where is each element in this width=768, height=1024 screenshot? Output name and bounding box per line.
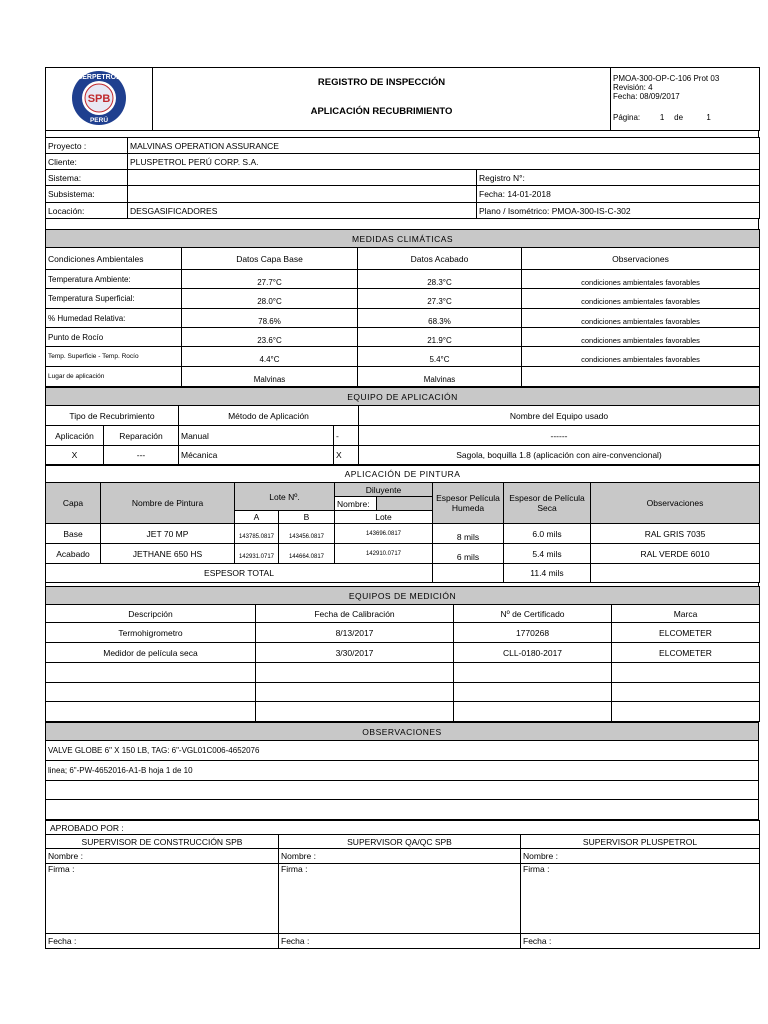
climate-obs: condiciones ambientales favorables (522, 289, 760, 309)
nombre-field-2: Nombre : (279, 849, 521, 864)
supervisor-qaqc: SUPERVISOR QA/QC SPB (279, 835, 521, 849)
climate-base: 23.6°C (182, 328, 358, 347)
paint-nombre: JET 70 MP (101, 524, 235, 544)
climate-row (46, 270, 760, 289)
serpetrol-logo-icon (59, 68, 139, 128)
climate-col-base: Datos Capa Base (182, 248, 358, 270)
paint-col-esp-seca: Espesor de Película Seca (504, 483, 591, 524)
climate-obs: condiciones ambientales favorables (522, 328, 760, 347)
observation-line-2: linea; 6"-PW-4652016-A1-B hoja 1 de 10 (46, 761, 759, 781)
paint-esp-seca: 6.0 mils (504, 524, 591, 544)
spacer (45, 219, 759, 229)
logo-bottom-text: PERÚ (89, 117, 109, 124)
paint-col-nombre: Nombre de Pintura (101, 483, 235, 524)
nombre-field-3: Nombre : (521, 849, 760, 864)
climate-obs (522, 367, 760, 387)
diluyente-nombre-value (377, 497, 433, 511)
espesor-total-value: 11.4 mils (504, 564, 591, 583)
climate-row (46, 328, 760, 347)
page-indicator (613, 113, 757, 122)
measure-table (45, 586, 760, 722)
paint-lote-b: 144664.0817 (279, 544, 335, 564)
header-table (45, 67, 760, 131)
plano-label: Plano / Isométrico: PMOA-300-IS-C-302 (477, 203, 760, 219)
measure-desc: Termohigrometro (46, 623, 256, 643)
measure-col-cert: Nº de Certificado (454, 605, 612, 623)
proyecto-label: Proyecto : (46, 138, 128, 154)
paint-obs: RAL GRIS 7035 (591, 524, 760, 544)
measure-cert: 1770268 (454, 623, 612, 643)
aplicacion-mark: X (46, 446, 104, 465)
inspection-form (45, 67, 759, 949)
measure-marca: ELCOMETER (612, 623, 760, 643)
climate-section-title: MEDIDAS CLIMÁTICAS (46, 230, 760, 248)
paint-esp-seca: 5.4 mils (504, 544, 591, 564)
project-table (45, 137, 760, 219)
locacion-label: Locación: (46, 203, 128, 219)
paint-table (45, 465, 760, 583)
paint-col-lote: Lote Nº. (235, 483, 335, 511)
climate-row (46, 367, 760, 387)
mecanica-equipo: Sagola, boquilla 1.8 (aplicación con aire-convencional) (359, 446, 760, 465)
paint-lote-a: 143785.0817 (235, 524, 279, 544)
paint-obs: RAL VERDE 6010 (591, 544, 760, 564)
paint-dil-lote: 142910.0717 (335, 544, 433, 564)
measure-row (46, 623, 760, 643)
observation-line-3 (46, 781, 759, 800)
climate-obs: condiciones ambientales favorables (522, 309, 760, 328)
climate-label: Temperatura Superficial: (46, 289, 182, 309)
climate-label: % Humedad Relativa: (46, 309, 182, 328)
measure-row (46, 643, 760, 663)
page-total: 1 (706, 113, 711, 122)
climate-row (46, 347, 760, 367)
paint-capa: Acabado (46, 544, 101, 564)
fecha-label: Fecha: 14-01-2018 (477, 186, 760, 203)
lote-a-header: A (235, 511, 279, 524)
equipment-section-title: EQUIPO DE APLICACIÓN (46, 388, 760, 406)
climate-table (45, 229, 760, 387)
page-label: Página: (613, 113, 641, 122)
metodo-header: Método de Aplicación (179, 406, 359, 426)
paint-esp-humeda: 8 mils (433, 524, 504, 544)
nombre-field-1: Nombre : (46, 849, 279, 864)
page-number: 1 (659, 113, 665, 122)
supervisor-construccion: SUPERVISOR DE CONSTRUCCIÓN SPB (46, 835, 279, 849)
climate-obs: condiciones ambientales favorables (522, 270, 760, 289)
paint-col-esp-humeda: Espesor Película Humeda (433, 483, 504, 524)
equipment-table (45, 387, 760, 465)
firma-field-1: Firma : (46, 864, 279, 934)
climate-col-acab: Datos Acabado (358, 248, 522, 270)
paint-esp-humeda: 6 mils (433, 544, 504, 564)
manual-label: Manual (179, 426, 334, 446)
manual-equipo: ------ (359, 426, 760, 446)
measure-row-empty (46, 683, 760, 702)
measure-row-empty (46, 702, 760, 722)
observation-line-4 (46, 800, 759, 820)
doc-info-cell (611, 68, 760, 131)
measure-col-desc: Descripción (46, 605, 256, 623)
paint-col-capa: Capa (46, 483, 101, 524)
approval-label: APROBADO POR : (46, 821, 760, 835)
measure-fecha: 3/30/2017 (256, 643, 454, 663)
fecha-field-3: Fecha : (521, 934, 760, 949)
paint-capa: Base (46, 524, 101, 544)
tipo-header: Tipo de Recubrimiento (46, 406, 179, 426)
measure-marca: ELCOMETER (612, 643, 760, 663)
climate-acab: 27.3°C (358, 289, 522, 309)
firma-field-2: Firma : (279, 864, 521, 934)
sistema-value (128, 170, 477, 186)
sistema-label: Sistema: (46, 170, 128, 186)
nombre-equipo-header: Nombre del Equipo usado (359, 406, 760, 426)
paint-col-diluyente: Diluyente (335, 483, 433, 497)
climate-base: Malvinas (182, 367, 358, 387)
climate-obs: condiciones ambientales favorables (522, 347, 760, 367)
climate-base: 27.7°C (182, 270, 358, 289)
measure-fecha: 8/13/2017 (256, 623, 454, 643)
reparacion-mark: --- (104, 446, 179, 465)
observations-section-title: OBSERVACIONES (46, 723, 759, 741)
locacion-value: DESGASIFICADORES (128, 203, 477, 219)
climate-label: Temp. Superficie - Temp. Rocío (46, 347, 182, 367)
climate-label: Temperatura Ambiente: (46, 270, 182, 289)
climate-acab: 21.9°C (358, 328, 522, 347)
observations-table (45, 722, 759, 820)
logo-top-text: SERPETROL (77, 74, 121, 81)
measure-row-empty (46, 663, 760, 683)
climate-base: 4.4°C (182, 347, 358, 367)
form-subtitle: APLICACIÓN RECUBRIMIENTO (310, 106, 453, 117)
fecha-field-2: Fecha : (279, 934, 521, 949)
espesor-total-blank (433, 564, 504, 583)
paint-nombre: JETHANE 650 HS (101, 544, 235, 564)
climate-col-cond: Condiciones Ambientales (46, 248, 182, 270)
diluyente-lote-header: Lote (335, 511, 433, 524)
climate-acab: 5.4°C (358, 347, 522, 367)
subsistema-label: Subsistema: (46, 186, 128, 203)
espesor-total-label: ESPESOR TOTAL (46, 564, 433, 583)
logo-mid-text: SPB (87, 93, 111, 105)
supervisor-pluspetrol: SUPERVISOR PLUSPETROL (521, 835, 760, 849)
paint-lote-a: 142931.0717 (235, 544, 279, 564)
climate-row (46, 309, 760, 328)
header-title-cell (153, 68, 611, 131)
paint-col-obs: Observaciones (591, 483, 760, 524)
climate-col-obs: Observaciones (522, 248, 760, 270)
measure-desc: Medidor de película seca (46, 643, 256, 663)
climate-base: 28.0°C (182, 289, 358, 309)
climate-acab: Malvinas (358, 367, 522, 387)
doc-date: Fecha: 08/09/2017 (613, 92, 680, 101)
climate-label: Punto de Rocío (46, 328, 182, 347)
paint-section-title: APLICACIÓN DE PINTURA (46, 466, 760, 483)
measure-section-title: EQUIPOS DE MEDICIÓN (46, 587, 760, 605)
espesor-total-obs (591, 564, 760, 583)
mecanica-mark: X (334, 446, 359, 465)
climate-label: Lugar de aplicación (46, 367, 182, 387)
mecanica-label: Mécanica (179, 446, 334, 465)
climate-acab: 68.3% (358, 309, 522, 328)
climate-base: 78.6% (182, 309, 358, 328)
fecha-field-1: Fecha : (46, 934, 279, 949)
form-title: REGISTRO DE INSPECCIÓN (317, 77, 446, 88)
registro-label: Registro N°: (477, 170, 760, 186)
cliente-value: PLUSPETROL PERÚ CORP. S.A. (128, 154, 760, 170)
lote-b-header: B (279, 511, 335, 524)
paint-dil-lote: 143696.0817 (335, 524, 433, 544)
cliente-label: Cliente: (46, 154, 128, 170)
proyecto-value: MALVINAS OPERATION ASSURANCE (128, 138, 760, 154)
measure-cert: CLL-0180-2017 (454, 643, 612, 663)
doc-revision: Revisión: 4 (613, 83, 653, 92)
manual-mark: - (334, 426, 359, 446)
measure-col-marca: Marca (612, 605, 760, 623)
climate-row (46, 289, 760, 309)
subsistema-value (128, 186, 477, 203)
climate-acab: 28.3°C (358, 270, 522, 289)
paint-row (46, 544, 760, 564)
diluyente-nombre-label: Nombre: (335, 497, 377, 511)
measure-col-fecha: Fecha de Calibración (256, 605, 454, 623)
paint-lote-b: 143456.0817 (279, 524, 335, 544)
doc-code: PMOA-300-OP-C-106 Prot 03 (613, 74, 720, 83)
aplicacion-header: Aplicación (46, 426, 104, 446)
reparacion-header: Reparación (104, 426, 179, 446)
company-logo (46, 68, 153, 131)
firma-field-3: Firma : (521, 864, 760, 934)
approval-table (45, 820, 760, 949)
observation-line-1: VALVE GLOBE 6" X 150 LB, TAG: 6"-VGL01C006-4652076 (46, 741, 759, 761)
page-de: de (674, 113, 684, 122)
paint-row (46, 524, 760, 544)
